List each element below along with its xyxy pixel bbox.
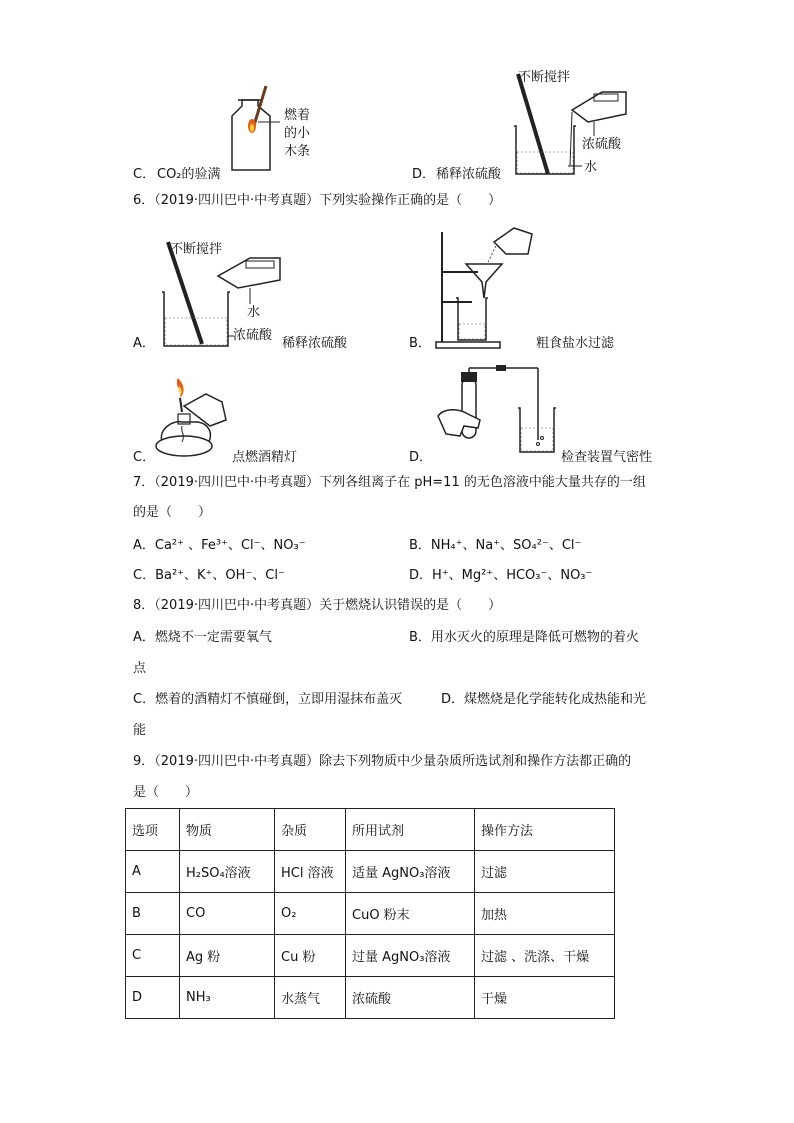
q7-option-d: D．H⁺、Mg²⁺、HCO₃⁻、NO₃⁻ — [409, 568, 593, 583]
header-cell: 所用试剂 — [346, 809, 475, 851]
table-cell: 过滤 、洗涤、干燥 — [475, 935, 615, 977]
q6-option-c-caption: 点燃酒精灯 — [232, 450, 298, 465]
q7-option-b: B．NH₄⁺、Na⁺、SO₄²⁻、Cl⁻ — [409, 538, 582, 553]
q8-stem: 8．（2019·四川巴中·中考真题）关于燃烧认识错误的是（ ） — [133, 598, 502, 613]
q6-option-b-caption: 粗食盐水过滤 — [536, 336, 615, 351]
table-row — [126, 851, 615, 893]
table-cell: CO — [180, 893, 275, 935]
table-cell: 水蒸气 — [275, 977, 346, 1019]
q9-options-table — [125, 808, 615, 1019]
table-cell: H₂SO₄溶液 — [180, 851, 275, 893]
table-cell: A — [126, 851, 180, 893]
d-fig-acid-label: 浓硫酸 — [582, 137, 622, 152]
table-cell: CuO 粉末 — [346, 893, 475, 935]
q8-option-d-cont: 能 — [133, 723, 147, 738]
q5-option-c-caption: CO₂的验满 — [157, 167, 221, 182]
table-cell: B — [126, 893, 180, 935]
table-cell: 适量 AgNO₃溶液 — [346, 851, 475, 893]
header-cell: 杂质 — [275, 809, 346, 851]
table-cell: Ag 粉 — [180, 935, 275, 977]
co2-fig-label-3: 木条 — [284, 144, 311, 159]
header-cell: 物质 — [180, 809, 275, 851]
table-row — [126, 935, 615, 977]
q8-option-c: C．燃着的酒精灯不慎碰倒，立即用湿抹布盖灭 — [133, 692, 403, 707]
a-fig-water-label: 水 — [247, 305, 261, 320]
q7-stem-line1: 7．（2019·四川巴中·中考真题）下列各组离子在 pH=11 的无色溶液中能大量共存的一组 — [133, 475, 646, 490]
co2-fig-label-2: 的小 — [284, 126, 311, 141]
q7-option-c: C．Ba²⁺、K⁺、OH⁻、Cl⁻ — [133, 568, 285, 583]
co2-fig-label-1: 燃着 — [284, 108, 311, 123]
table-header-row — [126, 809, 615, 851]
q8-option-b-cont: 点 — [133, 661, 147, 676]
table-cell: 浓硫酸 — [346, 977, 475, 1019]
filtration-figure — [432, 224, 542, 350]
table-cell: D — [126, 977, 180, 1019]
q9-stem-line2: 是（ ） — [133, 785, 199, 800]
q8-option-a: A．燃烧不一定需要氧气 — [133, 630, 272, 645]
q6-option-d-label: D． — [409, 450, 433, 465]
q8-option-d: D．煤燃烧是化学能转化成热能和光 — [441, 692, 647, 707]
alcohol-lamp-figure — [152, 372, 242, 464]
table-cell: NH₃ — [180, 977, 275, 1019]
q6-stem: 6．（2019·四川巴中·中考真题）下列实验操作正确的是（ ） — [133, 193, 502, 208]
table-row — [126, 893, 615, 935]
co2-check-figure — [228, 86, 288, 176]
table-cell: O₂ — [275, 893, 346, 935]
q5-option-d-caption: 稀释浓硫酸 — [436, 167, 502, 182]
q6-option-d-caption: 检查装置气密性 — [561, 450, 653, 465]
table-cell: 干燥 — [475, 977, 615, 1019]
q8-option-b: B．用水灭火的原理是降低可燃物的着火 — [409, 630, 639, 645]
dilute-acid-figure-d — [510, 70, 630, 180]
q5-option-c-label: C． — [133, 167, 156, 182]
d-fig-water-label: 水 — [584, 160, 598, 175]
table-row — [126, 977, 615, 1019]
table-cell: 过量 AgNO₃溶液 — [346, 935, 475, 977]
a-fig-stir-label: 不断搅拌 — [170, 242, 223, 257]
q5-option-d-label: D． — [412, 167, 436, 182]
table-cell: C — [126, 935, 180, 977]
a-fig-acid-label: 浓硫酸 — [233, 328, 273, 343]
q9-stem-line1: 9．（2019·四川巴中·中考真题）除去下列物质中少量杂质所选试剂和操作方法都正确的 — [133, 754, 632, 769]
q6-option-a-label: A． — [133, 336, 155, 351]
table-cell: 过滤 — [475, 851, 615, 893]
header-cell: 操作方法 — [475, 809, 615, 851]
table-cell: HCl 溶液 — [275, 851, 346, 893]
q7-stem-line2: 的是（ ） — [133, 505, 212, 520]
table-cell: Cu 粉 — [275, 935, 346, 977]
q6-option-b-label: B． — [409, 336, 431, 351]
q6-option-a-caption: 稀释浓硫酸 — [282, 336, 348, 351]
q6-option-c-label: C． — [133, 450, 156, 465]
table-cell: 加热 — [475, 893, 615, 935]
airtightness-figure — [434, 368, 564, 464]
q7-option-a: A．Ca²⁺ 、Fe³⁺、Cl⁻、NO₃⁻ — [133, 538, 306, 553]
d-fig-stir-label: 不断搅拌 — [518, 70, 571, 85]
header-cell: 选项 — [126, 809, 180, 851]
